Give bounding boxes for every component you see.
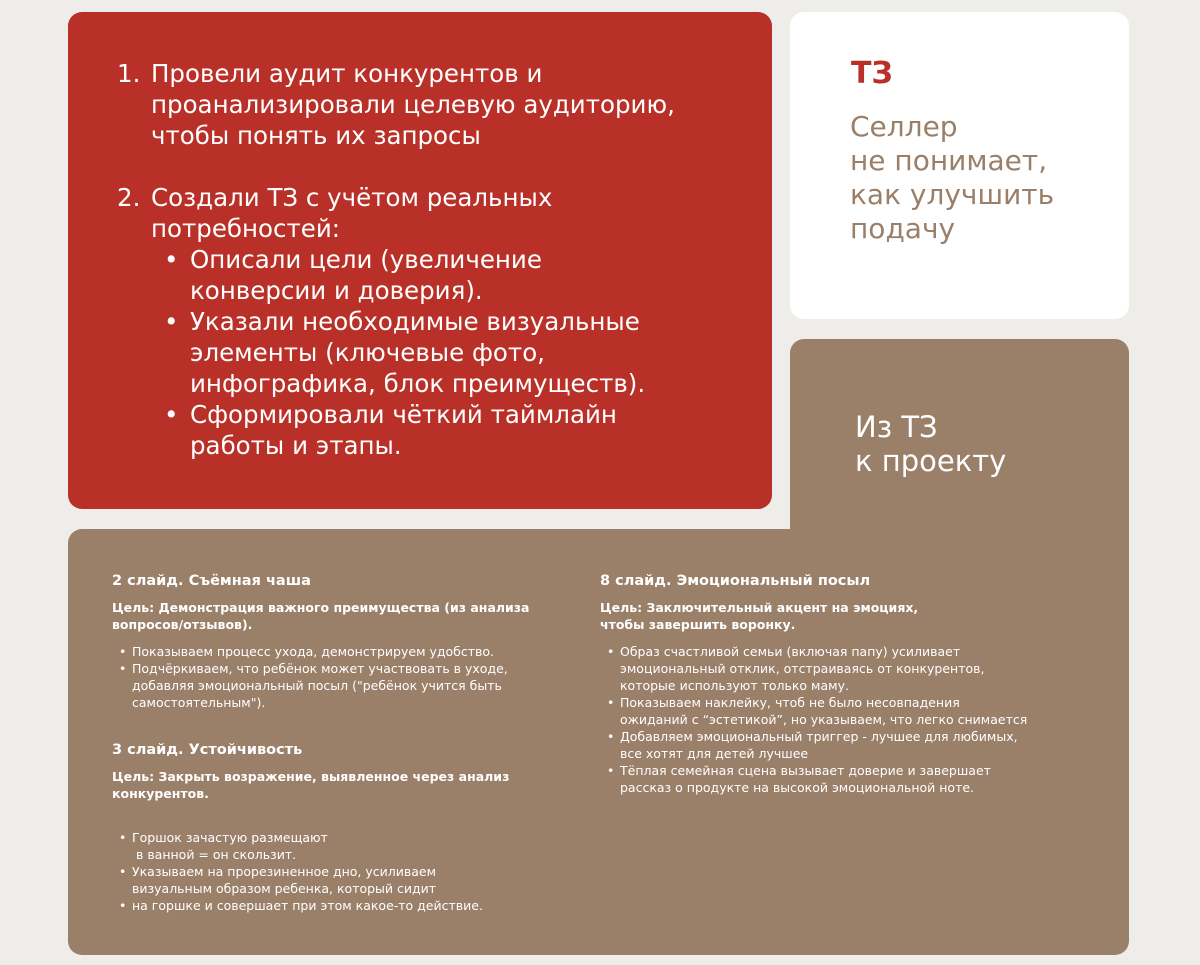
bullet-line: Добавляем эмоциональный триггер - лучшее для любимых, [620,729,1018,744]
list-item [117,182,675,244]
list-line: Провели аудит конкурентов и [151,59,543,88]
list-item [600,694,1100,728]
bullet-line: Показываем наклейку, чтоб не было несовпадения [620,695,960,710]
bullet-line: которые используют только маму. [620,678,849,693]
goal-line: вопросов/отзывов). [112,617,253,632]
bullet-line: Тёплая семейная сцена вызывает доверие и завершает [620,763,991,778]
bullet-icon: • [119,661,127,676]
list-line: чтобы понять их запросы [151,121,481,150]
list-line: элементы (ключевые фото, [190,338,545,367]
bullet-line: визуальным образом ребенка, который сидит [132,881,437,896]
goal-line: Цель: Заключительный акцент на эмоциях, [600,600,919,615]
list-item [112,897,567,914]
section-goal [600,599,1100,633]
bullet-line: Горшок зачастую размещают [132,830,328,845]
bullet-line: ожиданий с “эстетикой”, но указываем, что легко снимается [620,712,1028,727]
bullet-icon: • [119,898,127,913]
bullet-line: на горшке и совершает при этом какое-то действие. [132,898,483,913]
bullet-icon: • [164,245,179,274]
list-item [112,863,567,897]
bullet-icon: • [607,763,615,778]
sub-list-item [117,399,675,461]
list-line: проанализировали целевую аудиторию, [151,90,675,119]
bullet-line: в ванной = он скользит. [132,847,297,862]
bullet-line: Подчёркиваем, что ребёнок может участвовать в уходе, [132,661,508,676]
bullet-line: самостоятельным"). [132,695,266,710]
bullet-list [600,643,1100,796]
list-line: потребностей: [151,214,341,243]
project-heading: Из ТЗ к проекту [855,410,1007,478]
tz-title: ТЗ [851,56,893,91]
list-item [600,643,1100,694]
list-line: Указали необходимые визуальные [190,307,640,336]
tz-subtitle: Селлер не понимает, как улучшить подачу [850,110,1055,245]
list-line: работы и этапы. [190,431,402,460]
bullet-line: все хотят для детей лучшее [620,746,809,761]
bullet-line: рассказ о продукте на высокой эмоциональной ноте. [620,780,975,795]
list-line: Сформировали чёткий таймлайн [190,400,617,429]
bullet-icon: • [119,644,127,659]
bullet-icon: • [607,695,615,710]
slide-section [600,572,1100,796]
bullet-line: Указываем на прорезиненное дно, усиливаем [132,864,437,879]
bullet-icon: • [164,307,179,336]
bullet-icon: • [119,830,127,845]
list-item [600,728,1100,762]
section-title: 2 слайд. Съёмная чаша [112,573,311,589]
list-line: инфографика, блок преимуществ). [190,369,646,398]
list-line: Создали ТЗ с учётом реальных [151,183,553,212]
list-item [112,660,567,711]
bullet-line: добавляя эмоциональный посыл ("ребёнок учится быть [132,678,502,693]
bullet-icon: • [164,400,179,429]
sub-list-item [117,306,675,399]
goal-line: Цель: Закрыть возражение, выявленное через анализ [112,769,510,784]
bullet-line: эмоциональный отклик, отстраиваясь от конкурентов, [620,661,985,676]
slides-right-column [600,572,1100,796]
list-item [112,643,567,660]
section-title: 3 слайд. Устойчивость [112,742,303,758]
goal-line: Цель: Демонстрация важного преимущества (из анализа [112,600,530,615]
bullet-icon: • [607,644,615,659]
goal-line: чтобы завершить воронку. [600,617,796,632]
bullet-list [112,643,567,711]
slides-left-column [112,572,567,914]
bullet-icon: • [607,729,615,744]
list-item [600,762,1100,796]
slide-section [112,572,567,711]
list-line: Описали цели (увеличение [190,245,542,274]
list-item [112,829,567,863]
section-goal [112,768,567,802]
list-item [117,58,675,151]
section-goal [112,599,567,633]
bullet-icon: • [119,864,127,879]
bullet-line: Образ счастливой семьи (включая папу) усиливает [620,644,961,659]
bullet-line: Показываем процесс ухода, демонстрируем удобство. [132,644,495,659]
list-number: 1. [117,59,141,88]
goal-line: конкурентов. [112,786,209,801]
list-line: конверсии и доверия). [190,276,483,305]
audit-list [117,58,675,461]
slide-section [112,741,567,914]
section-title: 8 слайд. Эмоциональный посыл [600,573,871,589]
list-number: 2. [117,183,141,212]
bullet-list [112,829,567,914]
sub-list-item [117,244,675,306]
